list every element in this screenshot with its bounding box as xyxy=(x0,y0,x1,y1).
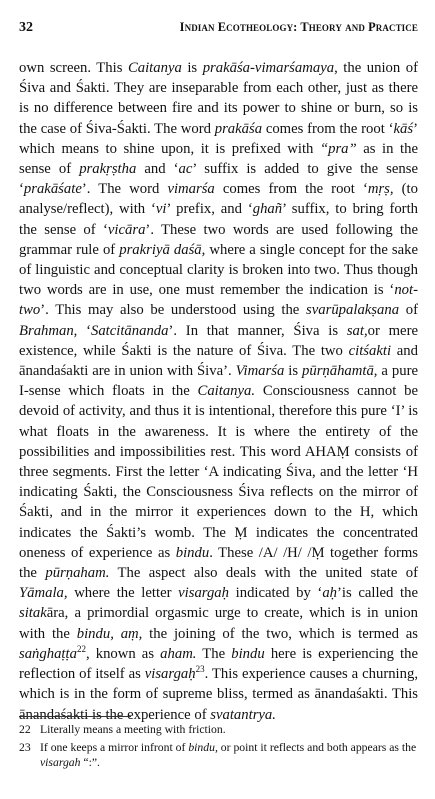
italic-term: Satcitānanda xyxy=(90,322,169,339)
italic-term: Caitanya xyxy=(127,60,182,76)
italic-term: ghañ xyxy=(252,201,283,218)
italic-term: mṛṣ, xyxy=(367,181,394,198)
italic-term: bindu xyxy=(175,544,210,561)
italic-term: prakāśa-vimarśamaya xyxy=(202,60,335,76)
body-text xyxy=(19,58,418,725)
italic-term: Vimarśa xyxy=(235,363,285,380)
italic-term: bindu, xyxy=(188,740,218,754)
italic-term: vicāra xyxy=(107,221,146,238)
footnotes xyxy=(19,722,418,773)
italic-term: aḥ xyxy=(322,585,338,602)
footnote-text: If one keeps a mirror infront of bindu, or point it reflects and both appears as the visargah “:”. xyxy=(40,740,417,770)
italic-term: saṅghaṭṭa xyxy=(19,645,77,662)
footnote xyxy=(19,740,418,771)
italic-term: bindu xyxy=(231,645,265,662)
italic-term: visargaḥ xyxy=(144,666,196,683)
italic-term: pūrṇāhamtā, xyxy=(302,363,378,380)
footnote-number: 22 xyxy=(19,723,31,736)
body-paragraph: own screen. This Caitanya is prakāśa-vimarśamaya, the union of Śiva and Śakti. They are inseparable from each other, just as there is no difference between fire and its power to shine or burn, so is the case of Śiva-Śakti. The word prakāśa comes from the root ‘kāś’ which means to shine upon, it is prefixed with “pra” as in the sense of prakṛṣtha and ‘ac’ suffix is added to give the sense ‘prakāśate’. The word vimarśa comes from the root ‘mṛṣ, (to analyse/reflect), with ‘vi’ prefix, and ‘ghañ’ suffix, to bring forth the sense of ‘vicāra’. These two words are used following the grammar rule of prakriyā daśā, where a single concept for the sake of linguistic and conceptual clarity is broken into two. Thus though two words are in use, one must remember the indication is ‘not-two’. This may also be understood using the svarūpalakṣana of Brahman, ‘Satcitānanda’. In that manner, Śiva is sat,or mere existence, while Śakti is the nature of Śiva. The two citśakti and ānandaśakti are in union with Śiva’. Vimarśa is pūrṇāhamtā, a pure I-sense which floats in the Caitanya. Consciousness cannot be devoid of activity, and thus it is intentional, therefore this pure ‘I’ is what floats in the awareness. It is where the entirety of the possibilities and impossibilities rest. This word AHAṂ consists of three segments. First the letter ‘A indicating Śiva, and the letter ‘H indicating Śakti, the Consciousness Śiva reflects on the mirror of Śakti, and in the mirror it experiences down to the H, which indicates the Śakti’s womb. The Ṃ indicates the concentrated oneness of experience as bindu. These /A/ /H/ /Ṃ together forms the pūrṇaham. The aspect also deals with the united state of Yāmala, where the letter visargaḥ indicated by ‘aḥ’is called the sitakāra, a primordial orgasmic urge to create, which is in union with the bindu, aṃ, the joining of the two, which is termed as saṅghaṭṭa$^{22}$, known as aham. The bindu here is experiencing the reflection of itself as visargaḥ$^{23}$. This experience causes a churning, which is in the form of supreme bliss, termed as ānandaśakti. This ānandaśakti is the experience of svatantrya. xyxy=(19,60,418,723)
footnote xyxy=(19,722,418,738)
italic-term: sat, xyxy=(346,322,368,339)
page-header xyxy=(19,20,418,42)
italic-term: ac xyxy=(178,161,193,178)
italic-term: Yāmala, xyxy=(19,585,68,602)
footnote-number: 23 xyxy=(19,740,31,754)
italic-term: aham. xyxy=(160,645,197,662)
italic-term: svatantrya. xyxy=(210,706,276,723)
footnote-rule xyxy=(19,716,131,717)
italic-term: sitak xyxy=(19,605,47,622)
italic-term: vimarśa xyxy=(167,181,215,198)
italic-term: prakṛṣtha xyxy=(79,161,137,178)
italic-term: Brahman xyxy=(19,322,74,339)
italic-term: not-two xyxy=(19,282,418,319)
italic-term: prakāśate xyxy=(23,181,82,198)
italic-term: visargah xyxy=(40,756,81,770)
italic-term: prakriyā daśā, xyxy=(119,241,206,258)
footnote-text: Literally means a meeting with friction. xyxy=(40,723,226,736)
italic-term: kāś xyxy=(393,120,414,137)
page-number: 32 xyxy=(19,20,33,35)
italic-term: bindu, aṃ, xyxy=(76,625,143,642)
italic-term: prakāśa xyxy=(214,120,263,137)
running-head: Indian Ecotheology: Theory and Practice xyxy=(179,20,418,34)
italic-term: visargaḥ xyxy=(178,585,229,602)
italic-term: vi xyxy=(155,201,167,218)
italic-term: citśakti xyxy=(348,342,392,359)
footnote-ref[interactable]: 22 xyxy=(76,644,86,654)
italic-term: Caitanya. xyxy=(197,383,256,400)
italic-term: “pra” xyxy=(319,140,357,157)
italic-term: svarūpalakṣana xyxy=(306,302,400,319)
footnote-ref[interactable]: 23 xyxy=(195,664,205,675)
italic-term: pūrṇaham. xyxy=(45,565,110,582)
